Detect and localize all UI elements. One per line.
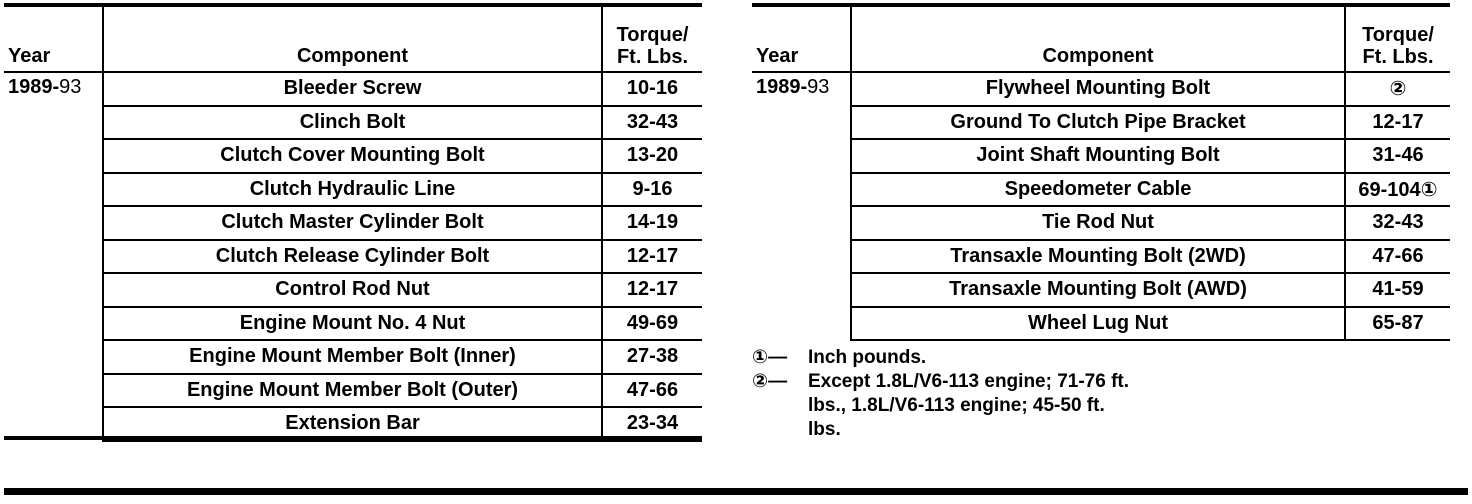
- torque-cell: 12-17: [1345, 106, 1450, 140]
- year-end: 93: [807, 76, 830, 98]
- table-row: [752, 240, 1450, 274]
- table-row: [4, 106, 702, 140]
- component-cell: Tie Rod Nut: [851, 206, 1345, 240]
- table-row: [4, 340, 702, 374]
- torque-cell: 9-16: [602, 173, 702, 207]
- torque-cell: 12-17: [602, 240, 702, 274]
- torque-cell: 69-104①: [1345, 173, 1450, 207]
- table-row: [752, 139, 1450, 173]
- torque-cell: 10-16: [602, 72, 702, 106]
- torque-header: [1345, 4, 1450, 72]
- torque-cell: 49-69: [602, 307, 702, 341]
- footnote: [752, 370, 1129, 442]
- component-cell: Transaxle Mounting Bolt (2WD): [851, 240, 1345, 274]
- torque-header-line1: Torque/: [616, 24, 689, 46]
- component-cell: Flywheel Mounting Bolt: [851, 72, 1345, 106]
- torque-cell: 32-43: [602, 106, 702, 140]
- component-cell: Speedometer Cable: [851, 173, 1345, 207]
- table-row: [4, 240, 702, 274]
- component-cell: Extension Bar: [103, 407, 602, 441]
- left-table-body: [4, 72, 702, 441]
- table-row: [4, 374, 702, 408]
- page-bottom-rule: [4, 488, 1468, 495]
- left-torque-table: [4, 4, 702, 442]
- torque-cell: 47-66: [1345, 240, 1450, 274]
- table-row: [752, 173, 1450, 207]
- component-cell: Clutch Cover Mounting Bolt: [103, 139, 602, 173]
- table-row: [4, 72, 702, 106]
- year-cell: [4, 72, 103, 441]
- table-row: [752, 106, 1450, 140]
- torque-cell: 65-87: [1345, 307, 1450, 341]
- component-cell: Bleeder Screw: [103, 72, 602, 106]
- footnote: [752, 346, 1129, 370]
- component-cell: Clutch Release Cylinder Bolt: [103, 240, 602, 274]
- torque-cell: ②: [1345, 72, 1450, 106]
- footnote-mark: ②—: [752, 371, 788, 392]
- component-header: Component: [103, 4, 602, 72]
- table-row: [752, 206, 1450, 240]
- year-header: Year: [752, 4, 851, 72]
- table-row: [4, 139, 702, 173]
- year-start: 1989-: [8, 76, 60, 98]
- component-cell: Engine Mount Member Bolt (Outer): [103, 374, 602, 408]
- year-header: Year: [4, 4, 103, 72]
- left-table-bottom-rule: [4, 436, 702, 440]
- torque-cell: 27-38: [602, 340, 702, 374]
- torque-header-line2: Ft. Lbs.: [1362, 46, 1434, 68]
- component-cell: Transaxle Mounting Bolt (AWD): [851, 273, 1345, 307]
- component-cell: Engine Mount Member Bolt (Inner): [103, 340, 602, 374]
- component-cell: Clutch Master Cylinder Bolt: [103, 206, 602, 240]
- right-table-body: [752, 72, 1450, 340]
- table-row: [752, 307, 1450, 341]
- table-row: [752, 273, 1450, 307]
- footnote-text: Inch pounds.: [808, 347, 927, 368]
- year-end: 93: [59, 76, 82, 98]
- torque-header-line2: Ft. Lbs.: [616, 46, 689, 68]
- year-cell: [752, 72, 851, 340]
- component-cell: Control Rod Nut: [103, 273, 602, 307]
- footnote-mark: ①—: [752, 347, 788, 368]
- torque-header-line1: Torque/: [1362, 24, 1434, 46]
- table-row: [4, 307, 702, 341]
- torque-cell: 32-43: [1345, 206, 1450, 240]
- component-cell: Wheel Lug Nut: [851, 307, 1345, 341]
- torque-cell: 23-34: [602, 407, 702, 441]
- component-cell: Joint Shaft Mounting Bolt: [851, 139, 1345, 173]
- component-cell: Ground To Clutch Pipe Bracket: [851, 106, 1345, 140]
- table-row: [4, 173, 702, 207]
- table-row: [4, 273, 702, 307]
- year-start: 1989-: [756, 76, 808, 98]
- table-row: [752, 72, 1450, 106]
- torque-header: [602, 4, 702, 72]
- table-row: [4, 206, 702, 240]
- component-header: Component: [851, 4, 1345, 72]
- torque-cell: 13-20: [602, 139, 702, 173]
- torque-cell: 14-19: [602, 206, 702, 240]
- component-cell: Clutch Hydraulic Line: [103, 173, 602, 207]
- torque-cell: 41-59: [1345, 273, 1450, 307]
- torque-cell: 47-66: [602, 374, 702, 408]
- torque-cell: 31-46: [1345, 139, 1450, 173]
- torque-cell: 12-17: [602, 273, 702, 307]
- component-cell: Clinch Bolt: [103, 106, 602, 140]
- footnotes: [752, 346, 1129, 442]
- right-torque-table: [752, 4, 1450, 341]
- footnote-text: Except 1.8L/V6-113 engine; 71-76 ft. lbs., 1.8L/V6-113 engine; 45-50 ft. lbs.: [808, 371, 1130, 440]
- component-cell: Engine Mount No. 4 Nut: [103, 307, 602, 341]
